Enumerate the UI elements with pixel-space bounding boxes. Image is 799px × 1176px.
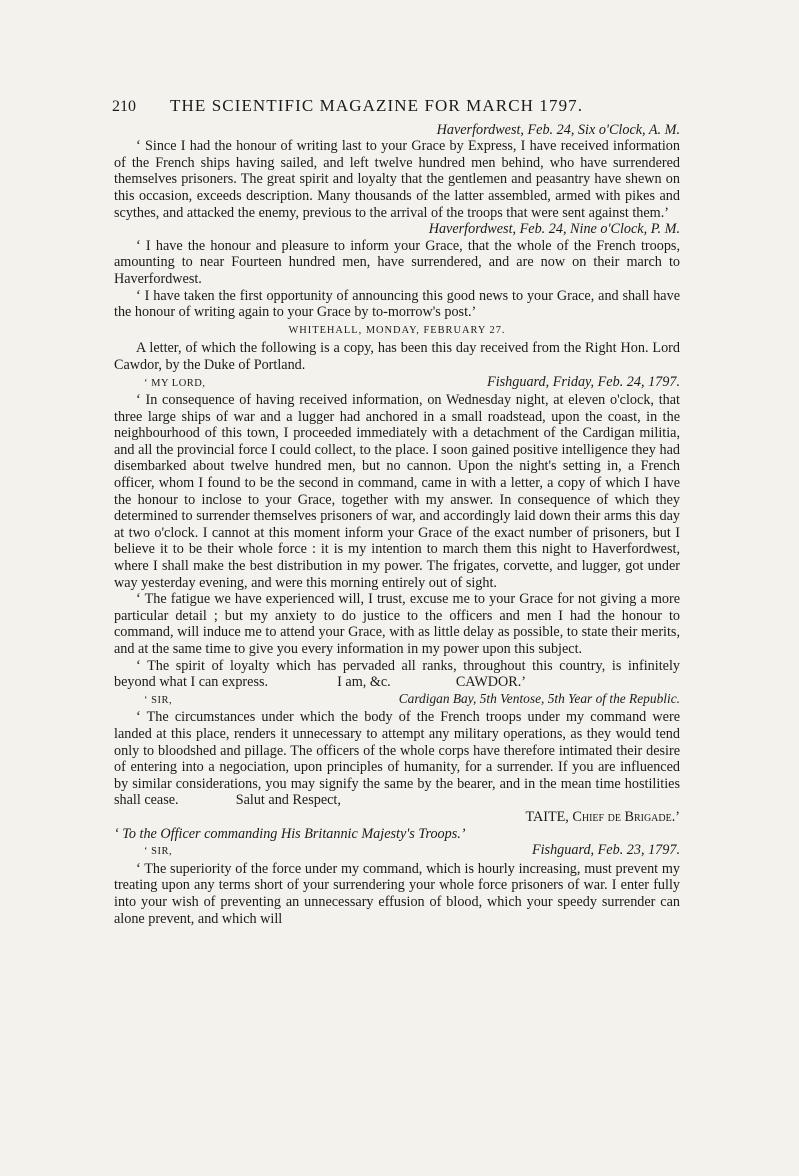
letter-paragraph: ‘ I have the honour and pleasure to inform your Grace, that the whole of the French troops, amounting to near Fourteen hundred men, have surrendered, and are now on their march to Haverfordwest. xyxy=(114,237,680,287)
salutation: ‘ SIR, xyxy=(144,694,173,706)
salutation-row xyxy=(114,374,680,393)
letter-paragraph: ‘ In consequence of having received information, on Wednesday night, at eleven o'clock, that three large ships of war and a lugger had anchored in a small roadstead, upon the coast, in the neighbourhood of this town, I proceeded immediately with a detachment of the Cardigan militia, and all the provincial force I could collect, to the place. I soon gained positive intelligence they had disembarked about twelve hundred men, but no cannon. Upon the night's setting in, a French officer, whom I found to be the second in command, came in with a letter, a copy of which I have the honour to inclose to your Grace, together with my answer. In consequence of which they determined to surrender themselves prisoners of war, and accordingly laid down their arms this day at two o'clock. I cannot at this moment inform your Grace of the exact number of prisoners, but I believe it to be their whole force : it is my intention to march them this night to Haverfordwest, where I shall make the best distribution in my power. The frigates, corvette, and lugger, got under way yesterday evening, and were this morning entirely out of sight. xyxy=(114,392,680,591)
salutation-row xyxy=(114,691,680,710)
section-heading: WHITEHALL, MONDAY, FEBRUARY 27. xyxy=(288,324,506,336)
dateline-haverfordwest-evening: Haverfordwest, Feb. 24, Nine o'Clock, P. M. xyxy=(428,221,680,238)
closing-formula: Salut and Respect, xyxy=(235,792,341,809)
letter-paragraph: ‘ The superiority of the force under my command, which is hourly increasing, must prevent my treating upon any terms short of your surrendering your whole force prisoners of war. I enter fully into your wish of preventing an unnecessary effusion of blood, which your speedy surrender can alone prevent, and which will xyxy=(114,860,680,927)
dateline-fishguard: Fishguard, Feb. 23, 1797. xyxy=(531,842,680,859)
dateline-fishguard: Fishguard, Friday, Feb. 24, 1797. xyxy=(487,373,680,390)
signature: CAWDOR.’ xyxy=(455,674,527,691)
letter-paragraph xyxy=(114,709,680,809)
dateline-haverfordwest-morning: Haverfordwest, Feb. 24, Six o'Clock, A. M. xyxy=(436,121,680,138)
page-number: 210 xyxy=(112,98,136,115)
page-body xyxy=(114,98,680,927)
address-line: ‘ To the Officer commanding His Britannic Majesty's Troops.’ xyxy=(114,825,466,842)
dateline-cardigan-bay: Cardigan Bay, 5th Ventose, 5th Year of the Republic. xyxy=(398,690,680,706)
letter-paragraph: ‘ I have taken the first opportunity of announcing this good news to your Grace, and shall have the honour of writing again to your Grace by to-morrow's post.’ xyxy=(114,287,680,321)
signature: TAITE, Chief de Brigade.’ xyxy=(525,808,680,825)
closing-formula: I am, &c. xyxy=(337,674,391,691)
paragraph-text: ‘ The spirit of loyalty which has pervaded all ranks, throughout this country, is infinitely beyond what I can express. xyxy=(114,657,680,691)
running-title: THE SCIENTIFIC MAGAZINE FOR MARCH 1797. xyxy=(170,96,584,115)
page-header xyxy=(114,98,680,116)
salutation-row xyxy=(114,842,680,861)
salutation: ‘ MY LORD, xyxy=(144,377,206,389)
paragraph-text: ‘ The circumstances under which the body of the French troops under my command were landed at this place, renders it unnecessary to attempt any military operations, as they would tend only to bloodshed and pillage. The officers of the whole corps have therefore intimated their desire of entering into a negociation, upon principles of humanity, for a surrender. If you are influenced by similar considerations, you may signify the same by the bearer, and in the mean time hostilities shall cease. xyxy=(114,709,680,809)
intro-paragraph: A letter, of which the following is a copy, has been this day received from the Right Hon. Lord Cawdor, by the Duke of Portland. xyxy=(114,340,680,373)
salutation: ‘ SIR, xyxy=(144,846,173,858)
signature-line xyxy=(114,809,680,826)
letter-paragraph xyxy=(114,658,680,691)
letter-paragraph: ‘ The fatigue we have experienced will, I trust, excuse me to your Grace for not giving a more particular detail ; but my anxiety to do justice to the officers and men I had the honour to command, will induce me to attend your Grace, with as little delay as possible, to state their merits, and at the same time to give you every information in my power upon this subject. xyxy=(114,591,680,657)
letter-paragraph: ‘ Since I had the honour of writing last to your Grace by Express, I have received information of the French ships having sailed, and left twelve hundred men behind, who have surrendered themselves prisoners. The great spirit and loyalty that the gentlemen and peasantry have shewn on this occasion, exceeds description. Many thousands of the latter assembled, armed with pikes and scythes, and attacked the enemy, previous to the arrival of the troops that were sent against them.’ xyxy=(114,138,680,221)
